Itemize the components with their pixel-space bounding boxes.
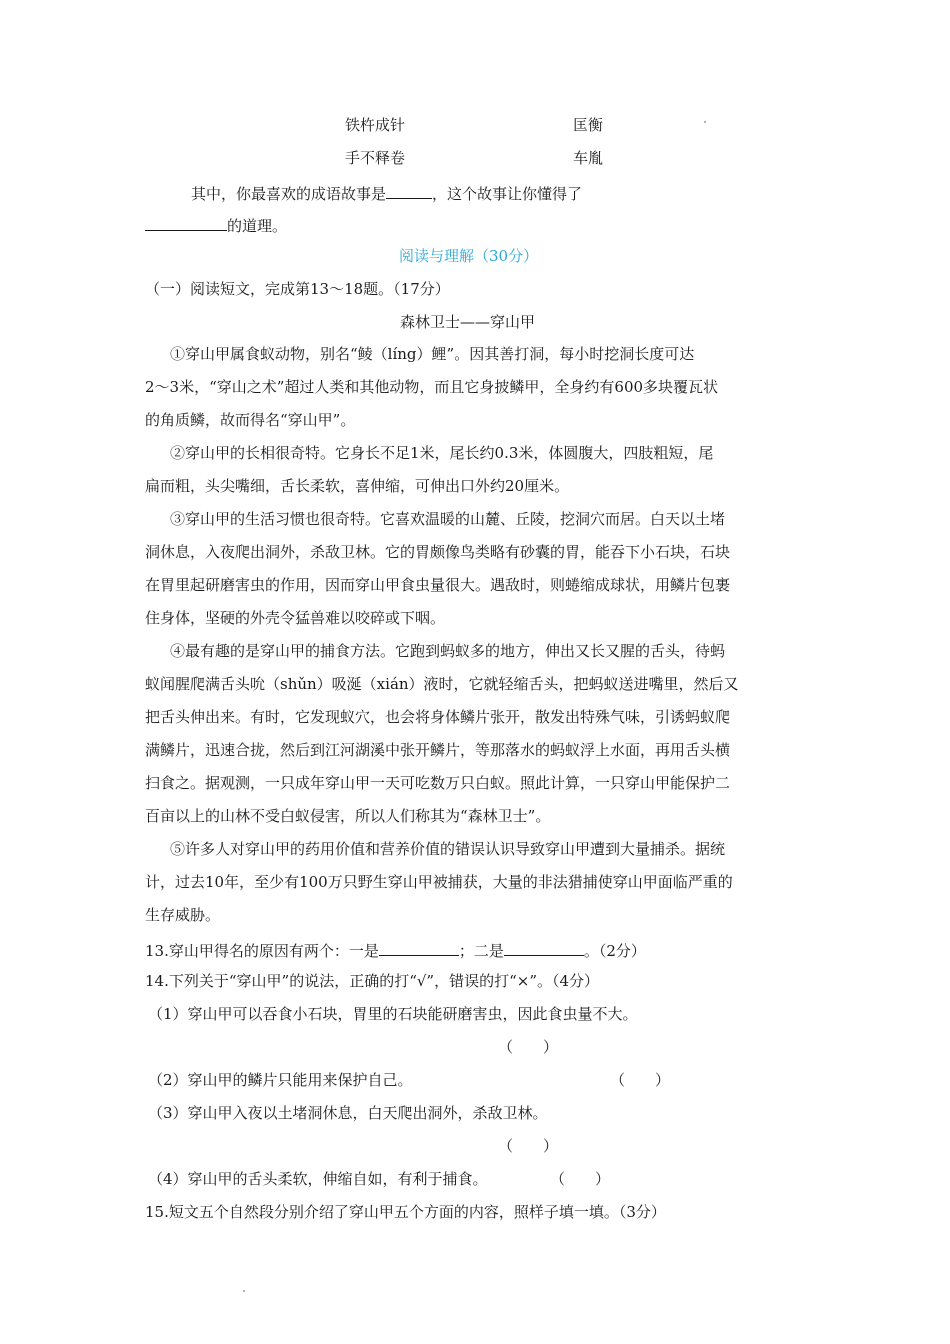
answer-blank[interactable] [145, 216, 227, 231]
paragraph-line: 住身体，坚硬的外壳令猛兽难以咬碎或下咽。 [145, 609, 446, 627]
paragraph-line: 洞休息，入夜爬出洞外，杀敌卫林。它的胃颇像鸟类略有砂囊的胃，能吞下小石块，石块 [145, 543, 731, 561]
paragraph-line: 满鳞片，迅速合拢，然后到江河湖溪中张开鳞片，等那落水的蚂蚁浮上水面，再用舌头横 [145, 741, 731, 759]
question-15: 15.短文五个自然段分别介绍了穿山甲五个方面的内容，照样子填一填。（3分） [145, 1203, 666, 1221]
paragraph-line: 扁而粗，头尖嘴细，舌长柔软，喜伸缩，可伸出口外约20厘米。 [145, 477, 570, 495]
question-14-item-2: （2）穿山甲的鳞片只能用来保护自己。 [148, 1071, 413, 1089]
idiom-cheyin: 车胤 [573, 149, 604, 167]
question-14-item-1: （1）穿山甲可以吞食小石块，胃里的石块能研磨害虫，因此食虫量不大。 [148, 1005, 638, 1023]
paragraph-line: ①穿山甲属食蚁动物，别名“鲮（líng）鲤”。因其善打洞，每小时挖洞长度可达 [170, 345, 695, 363]
question-14-item-4: （4）穿山甲的舌头柔软，伸缩自如，有利于捕食。 [148, 1170, 488, 1188]
scan-dot [704, 121, 706, 123]
question-14-stem: 14.下列关于“穿山甲”的说法，正确的打“√”，错误的打“×”。（4分） [145, 972, 600, 990]
section-title: 阅读与理解（30分） [399, 247, 539, 265]
paragraph-line: ③穿山甲的生活习惯也很奇特。它喜欢温暖的山麓、丘陵，挖洞穴而居。白天以土堵 [170, 510, 726, 528]
paragraph-line: 2～3米，“穿山之术”超过人类和其他动物，而且它身披鳞甲，全身约有600多块覆瓦状 [145, 378, 719, 396]
answer-blank[interactable] [386, 184, 432, 199]
paragraph-line: 计，过去10年，至少有100万只野生穿山甲被捕获，大量的非法猎捕使穿山甲面临严重的 [145, 873, 733, 891]
article-title: 森林卫士——穿山甲 [400, 313, 536, 331]
paragraph-line: 蚁闻腥爬满舌头吮（shǔn）吸涎（xián）液时，它就轻缩舌头，把蚂蚁送进嘴里，然后又 [145, 675, 739, 693]
answer-paren[interactable]: （ ） [610, 1071, 671, 1089]
idiom-tiechu: 铁杵成针 [345, 116, 406, 134]
part1-intro: （一）阅读短文，完成第13～18题。（17分） [145, 280, 450, 298]
paragraph-line: 百亩以上的山林不受白蚁侵害，所以人们称其为“森林卫士”。 [145, 807, 551, 825]
paragraph-line: 扫食之。据观测，一只成年穿山甲一天可吃数万只白蚁。照此计算，一只穿山甲能保护二 [145, 774, 731, 792]
paragraph-line: 把舌头伸出来。有时，它发现蚁穴，也会将身体鳞片张开，散发出特殊气味，引诱蚂蚁爬 [145, 708, 731, 726]
answer-paren[interactable]: （ ） [550, 1170, 611, 1188]
question-13: 13.穿山甲得名的原因有两个：一是 ；二是 。（2分） [145, 942, 646, 960]
paragraph-line: ②穿山甲的长相很奇特。它身长不足1米，尾长约0.3米，体圆腹大，四肢粗短，尾 [170, 444, 714, 462]
idiom-shoubushijuan: 手不释卷 [345, 149, 406, 167]
answer-blank-2[interactable] [504, 941, 584, 956]
paragraph-line: ④最有趣的是穿山甲的捕食方法。它跑到蚂蚁多的地方，伸出又长又腥的舌头，待蚂 [170, 642, 726, 660]
scan-dot [243, 1290, 245, 1292]
paragraph-line: 生存威胁。 [145, 906, 221, 924]
answer-paren[interactable]: （ ） [498, 1137, 559, 1155]
answer-blank-1[interactable] [379, 941, 459, 956]
answer-paren[interactable]: （ ） [498, 1038, 559, 1056]
question-14-item-3: （3）穿山甲入夜以土堵洞休息，白天爬出洞外，杀敌卫林。 [148, 1104, 548, 1122]
paragraph-line: 在胃里起研磨害虫的作用，因而穿山甲食虫量很大。遇敌时，则蜷缩成球状，用鳞片包裹 [145, 576, 731, 594]
favorite-question-line1: 其中，你最喜欢的成语故事是 ，这个故事让你懂得了 [191, 185, 583, 203]
idiom-kuangheng: 匡衡 [573, 116, 604, 134]
paragraph-line: ⑤许多人对穿山甲的药用价值和营养价值的错误认识导致穿山甲遭到大量捕杀。据统 [170, 840, 726, 858]
favorite-question-line2: 的道理。 [145, 216, 287, 234]
paragraph-line: 的角质鳞，故而得名“穿山甲”。 [145, 411, 356, 429]
